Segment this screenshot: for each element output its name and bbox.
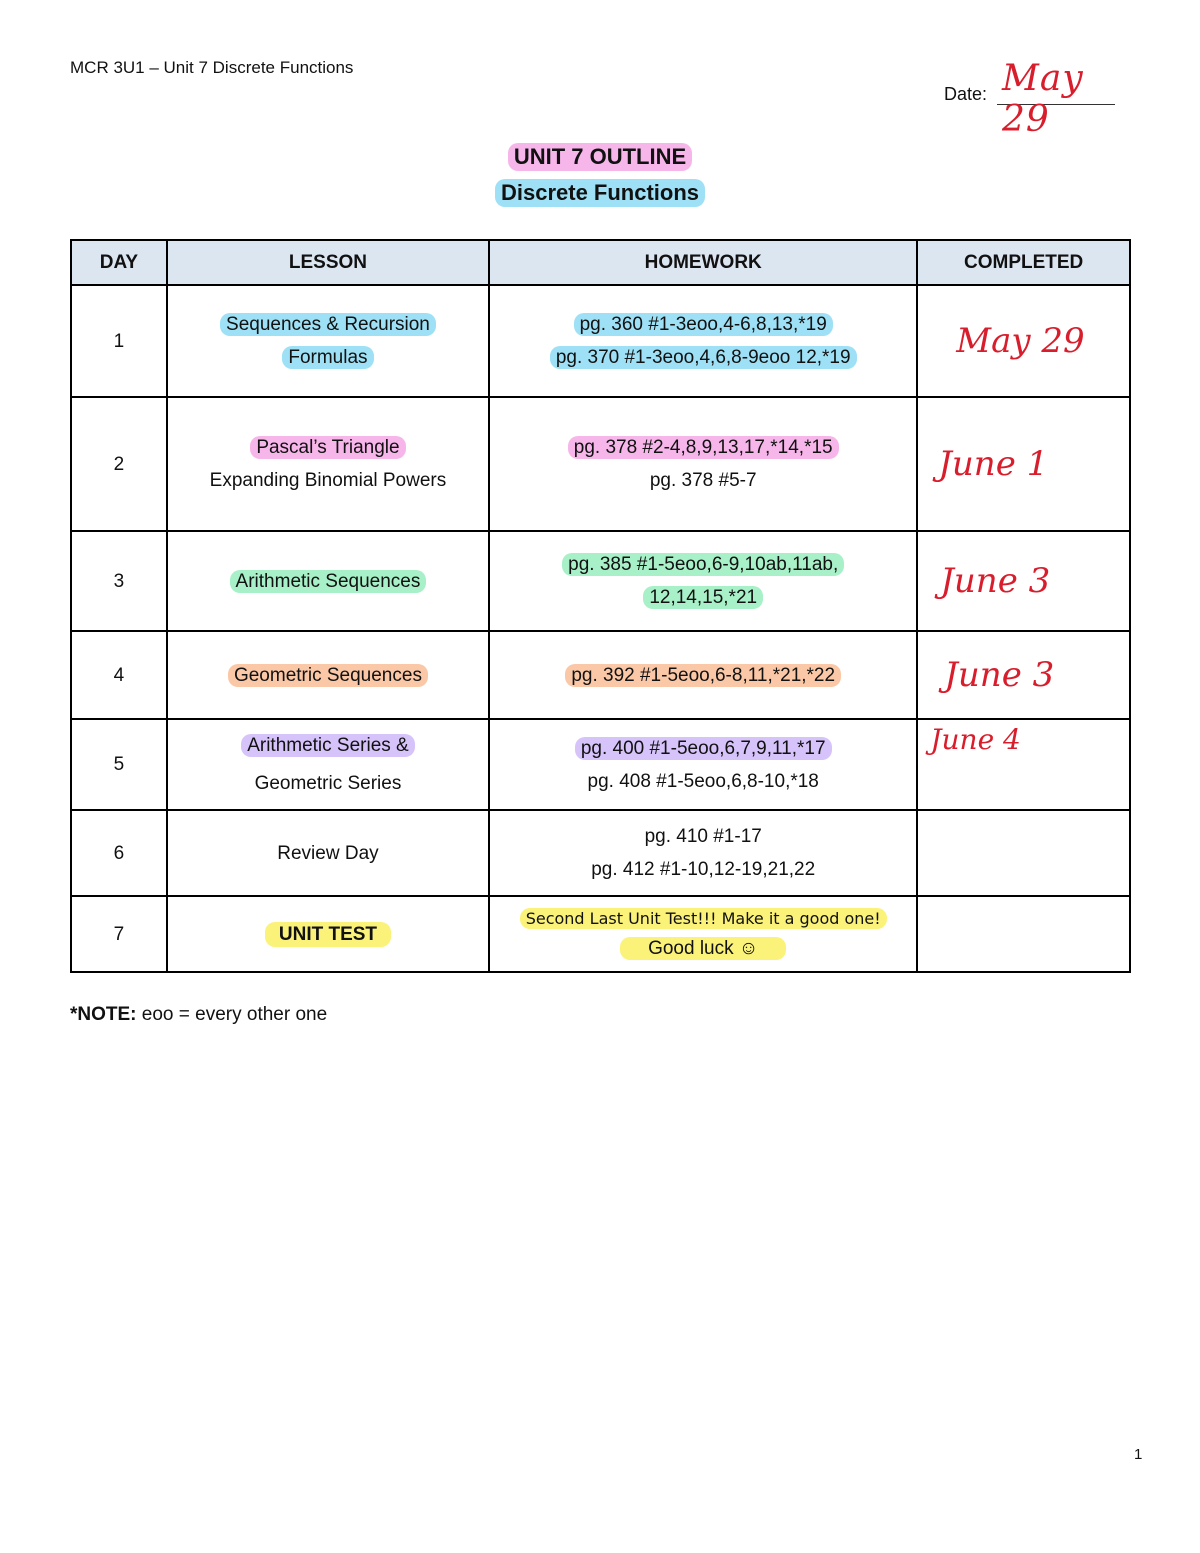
lesson-line: Geometric Sequences [228,664,428,687]
homework-cell [489,810,917,896]
completed-cell [917,285,1130,397]
lesson-cell [167,397,489,531]
homework-line: Good luck ☺ [620,937,786,960]
lesson-cell [167,285,489,397]
lesson-line: Pascal’s Triangle [250,436,405,459]
lesson-line: Expanding Binomial Powers [209,470,447,491]
completed-cell [917,631,1130,719]
lesson-cell [167,531,489,631]
day-cell: 4 [71,631,167,719]
note-label: *NOTE: [70,1004,137,1025]
table-row [71,631,1130,719]
homework-cell [489,631,917,719]
header-day: DAY [71,240,167,285]
unit-title: UNIT 7 OUTLINE [508,143,692,171]
homework-line: pg. 360 #1-3eoo,4-6,8,13,*19 [574,313,833,336]
lesson-line: Arithmetic Series & [241,734,415,757]
day-cell: 2 [71,397,167,531]
completed-cell [917,531,1130,631]
completed-cell [917,397,1130,531]
unit-subtitle: Discrete Functions [495,179,705,207]
completed-handwritten: June 4 [930,723,1021,756]
note [70,1004,327,1026]
table-row [71,810,1130,896]
table-row [71,896,1130,972]
lesson-cell [167,719,489,810]
homework-line: pg. 370 #1-3eoo,4,6,8-9eoo 12,*19 [550,346,857,369]
lesson-line: Geometric Series [254,772,402,794]
day-cell: 5 [71,719,167,810]
completed-cell [917,810,1130,896]
day-cell: 3 [71,531,167,631]
note-text: eoo = every other one [136,1004,328,1025]
homework-line: pg. 412 #1-10,12-19,21,22 [591,859,816,880]
homework-cell [489,719,917,810]
lesson-line: Sequences & Recursion [220,313,436,336]
homework-line: Second Last Unit Test!!! Make it a good one! [520,908,887,929]
date-block [944,58,1124,140]
page-number: 1 [1134,1446,1143,1463]
homework-line: pg. 385 #1-5eoo,6-9,10ab,11ab, [562,553,844,576]
table-row [71,719,1130,810]
homework-line: 12,14,15,*21 [643,586,763,609]
lesson-cell [167,810,489,896]
completed-cell [917,719,1130,810]
lesson-line: Arithmetic Sequences [230,570,427,593]
homework-cell [489,896,917,972]
day-cell: 1 [71,285,167,397]
date-label: Date: [944,84,988,104]
homework-line: pg. 410 #1-17 [644,826,762,847]
header-lesson: LESSON [167,240,489,285]
completed-cell [917,896,1130,972]
lesson-cell [167,631,489,719]
unit-outline-table [70,239,1131,973]
homework-line: pg. 378 #5-7 [649,470,757,491]
day-cell: 6 [71,810,167,896]
table-row [71,285,1130,397]
header-homework: HOMEWORK [489,240,917,285]
homework-cell [489,531,917,631]
homework-line: pg. 400 #1-5eoo,6,7,9,11,*17 [575,737,832,760]
completed-handwritten: June 3 [940,560,1051,601]
homework-line: pg. 408 #1-5eoo,6,8-10,*18 [587,770,819,792]
table-row [71,531,1130,631]
table-header-row [71,240,1130,285]
homework-line: pg. 392 #1-5eoo,6-8,11,*21,*22 [565,664,841,687]
table-row [71,397,1130,531]
completed-handwritten: May 29 [956,320,1085,361]
course-header: MCR 3U1 – Unit 7 Discrete Functions [70,58,354,77]
homework-cell [489,397,917,531]
header-completed: COMPLETED [917,240,1130,285]
completed-handwritten: June 3 [944,654,1055,695]
lesson-line: UNIT TEST [265,922,391,947]
completed-handwritten: June 1 [938,443,1049,484]
day-cell: 7 [71,896,167,972]
lesson-line: Formulas [282,346,373,369]
date-handwritten-value: May 29 [1002,58,1084,140]
title-block [0,143,1200,207]
lesson-line: Review Day [277,842,379,864]
homework-line: pg. 378 #2-4,8,9,13,17,*14,*15 [568,436,839,459]
lesson-cell [167,896,489,972]
homework-cell [489,285,917,397]
